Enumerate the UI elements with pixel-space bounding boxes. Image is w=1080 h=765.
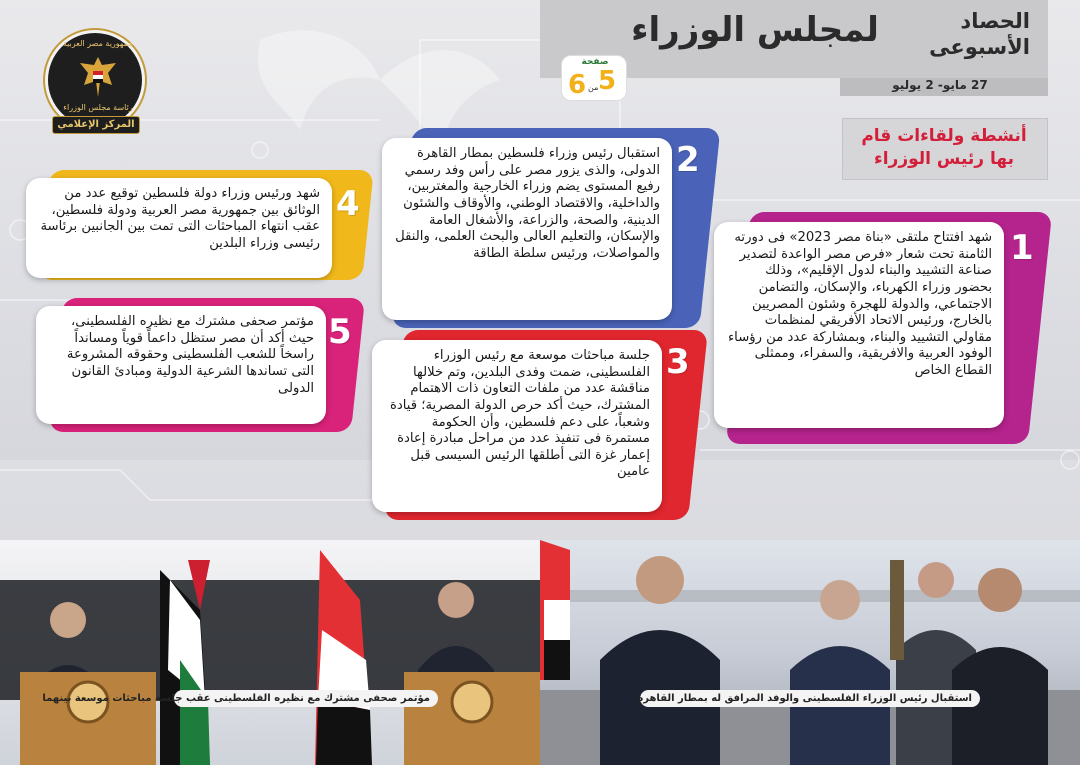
card-2-text: استقبال رئيس وزراء فلسطين بمطار القاهرة الدولى، والذى يزور مصر على رأس وفد رسمي رفيع المستوى يضم وزراء الخارجية والمغتربين، والداخلية، والاقتصاد الوطني، والأوقاف والشئون الدينية، والصحة، والزراعة، والأشغال العامة والإسكان، والتعليم العالى والبحث العلمى، والنقل والمواصلات، ورئيس سلطة الطاقة: [395, 146, 660, 261]
page-label: صفحة: [581, 57, 609, 67]
press-conference-scene: [0, 540, 540, 765]
page-of: من: [588, 83, 599, 92]
card-5-text: مؤتمر صحفى مشترك مع نظيره الفلسطينى، حيث أكد أن مصر ستظل داعماً قوياً ومسانداً راسخاً للشعب الفلسطينى وحقوقه المشروعة التى تساندها الشرعية الدولية ومبادئ القانون الدولى: [66, 314, 314, 396]
page-total: 6: [568, 70, 587, 100]
card-4-number: 4: [336, 184, 360, 224]
card-5: [36, 306, 326, 424]
page-title: لمجلس الوزراء: [631, 10, 879, 50]
card-4: [26, 178, 332, 278]
section-title: أنشطة ولقاءات قام بها رئيس الوزراء: [842, 118, 1048, 180]
photo-caption-left: مؤتمر صحفى مشترك مع نظيره الفلسطينى عقب جلسة مباحثات موسعة بينهما: [174, 690, 438, 707]
airport-reception-scene: [540, 540, 1080, 765]
card-3-number: 3: [666, 342, 690, 382]
logo-ribbon: المركز الإعلامي: [52, 116, 140, 134]
date-range: 27 مايو- 2 يوليو: [892, 78, 988, 92]
card-5-number: 5: [328, 312, 352, 352]
card-2-number: 2: [676, 140, 700, 180]
card-3-text: جلسة مباحثات موسعة مع رئيس الوزراء الفلسطينى، ضمت وفدى البلدين، وتم خلالها مناقشة عدد من ملفات التعاون ذات الاهتمام المشترك، حيث أكد حرص الدولة المصرية؛ قيادة وشعباً، على دعم فلسطين، وأن الحكومة مستمرة فى تنفيذ عدد من مراحل مبادرة إعادة إعمار غزة التى أطلقها الرئيس السيسى قبل عامين: [389, 348, 650, 480]
card-1: [714, 222, 1004, 428]
photo-caption-right: استقبال رئيس الوزراء الفلسطينى والوفد المرافق له بمطار القاهرة: [640, 690, 980, 707]
page-subtitle: الحصاد الأسبوعى: [929, 9, 1030, 60]
page-indicator: [561, 55, 627, 101]
page-current: 5: [598, 66, 617, 96]
card-1-number: 1: [1010, 228, 1034, 268]
card-4-text: شهد ورئيس وزراء دولة فلسطين توقيع عدد من الوثائق بين جمهورية مصر العربية ودولة فلسطين، عقب انتهاء المباحثات التى تمت بين الجانبين برئاسة رئيسى وزراء البلدين: [40, 186, 320, 251]
media-center-logo: جمهورية مصر العربية رئاسة مجلس الوزراء: [45, 30, 145, 130]
card-1-text: شهد افتتاح ملتقى «بناة مصر 2023» فى دورته الثامنة تحت شعار «فرص مصر الواعدة لتصدير صناعة التشييد والبناء لدول الإقليم»، وذلك بحضور وزراء الكهرباء، والإسكان، والتضامن الاجتماعي، والدولة للهجرة وشئون المصريين بالخارج، ورئيس الاتحاد الأفريقي لمنظمات مقاولي التشييد والبناء، وبمشاركة عدد من رؤساء الوفود العربية والافريقية، والسفراء، وممثلى القطاع الخاص: [727, 230, 992, 378]
card-2: [382, 138, 672, 320]
eagle-emblem-icon: [78, 55, 118, 99]
airport-reception-photo: [540, 540, 1080, 765]
press-conference-photo: [0, 540, 540, 765]
card-3: [372, 340, 662, 512]
